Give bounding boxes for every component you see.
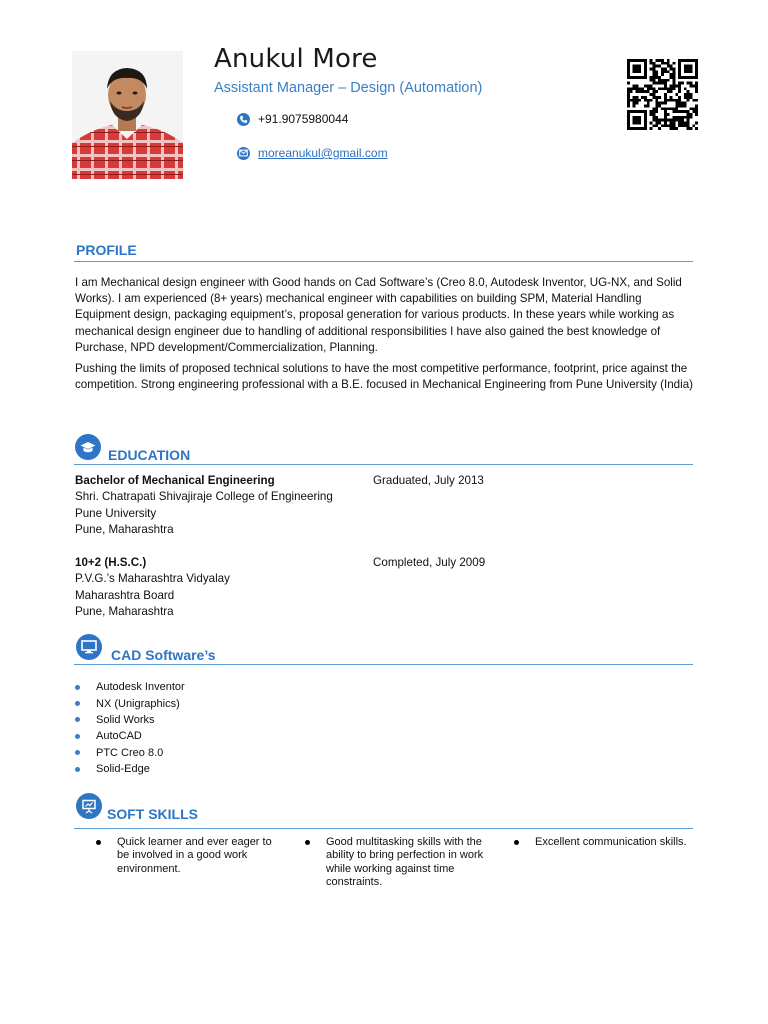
monitor-icon: [76, 634, 102, 660]
degree-title: 10+2 (H.S.C.): [75, 556, 147, 569]
education-entry-2: [75, 555, 230, 621]
profile-divider: [74, 261, 693, 262]
board: Maharashtra Board: [75, 588, 175, 602]
qr-code: [627, 58, 698, 131]
institution: P.V.G.’s Maharashtra Vidyalay: [75, 572, 230, 586]
education-heading: EDUCATION: [108, 447, 191, 463]
list-item: Autodesk Inventor: [75, 679, 185, 695]
education-entry-1: [75, 473, 333, 539]
presentation-icon: [76, 793, 102, 819]
email-link[interactable]: moreanukul@gmail.com: [258, 146, 388, 160]
cad-software-list: [75, 679, 185, 777]
soft-skills-divider: [74, 828, 693, 829]
university: Pune University: [75, 506, 157, 520]
cad-divider: [74, 664, 693, 665]
completion-date: Completed, July 2009: [373, 556, 486, 569]
email-row: [237, 146, 388, 160]
list-item: Solid Works: [75, 712, 185, 728]
mail-icon: [237, 147, 250, 160]
cad-heading: CAD Software’s: [111, 647, 216, 663]
list-item: PTC Creo 8.0: [75, 745, 185, 761]
degree-title: Bachelor of Mechanical Engineering: [75, 474, 275, 487]
soft-skill-item-1: Quick learner and ever eager to be involved in a good work environment.: [96, 836, 282, 876]
profile-photo: [72, 51, 183, 179]
candidate-name: Anukul More: [214, 44, 378, 74]
list-item: AutoCAD: [75, 728, 185, 744]
profile-heading: PROFILE: [76, 242, 137, 258]
location: Pune, Maharashtra: [75, 523, 174, 537]
soft-skill-item-2: Good multitasking skills with the ability to bring perfection in work while working against time constraints.: [305, 836, 495, 890]
list-item: Solid-Edge: [75, 761, 185, 777]
graduation-date: Graduated, July 2013: [373, 474, 484, 487]
location: Pune, Maharashtra: [75, 605, 174, 619]
list-item: NX (Unigraphics): [75, 695, 185, 711]
phone-row: [237, 112, 348, 126]
soft-skills-heading: SOFT SKILLS: [107, 806, 198, 822]
institution: Shri. Chatrapati Shivajiraje College of Engineering: [75, 490, 333, 504]
education-divider: [74, 464, 693, 465]
job-title: Assistant Manager – Design (Automation): [214, 80, 483, 96]
profile-paragraph-1: I am Mechanical design engineer with Good hands on Cad Software’s (Creo 8.0, Autodesk Inventor, UG-NX, and Solid Works). I am experienced (8+ years) mechanical engineer with capabilities on building SPM, Material Handling Equipment design, packaging equipment’s, proposal generation for various products. In these years while working as mechanical design engineer due to handling of additional responsibilities I have also gained the best knowledge of Purchase, NPD development/Commercialization, Planning.: [75, 276, 682, 354]
profile-paragraph-2: Pushing the limits of proposed technical solutions to have the most competitive performance, footprint, price against the competition. Strong engineering professional with a B.E. focused in Mechanical Engineering from Pune University (India): [75, 362, 694, 392]
graduation-cap-icon: [75, 434, 101, 460]
phone-icon: [237, 113, 250, 126]
soft-skill-item-3: Excellent communication skills.: [514, 836, 704, 849]
phone-number: +91.9075980044: [258, 112, 349, 126]
